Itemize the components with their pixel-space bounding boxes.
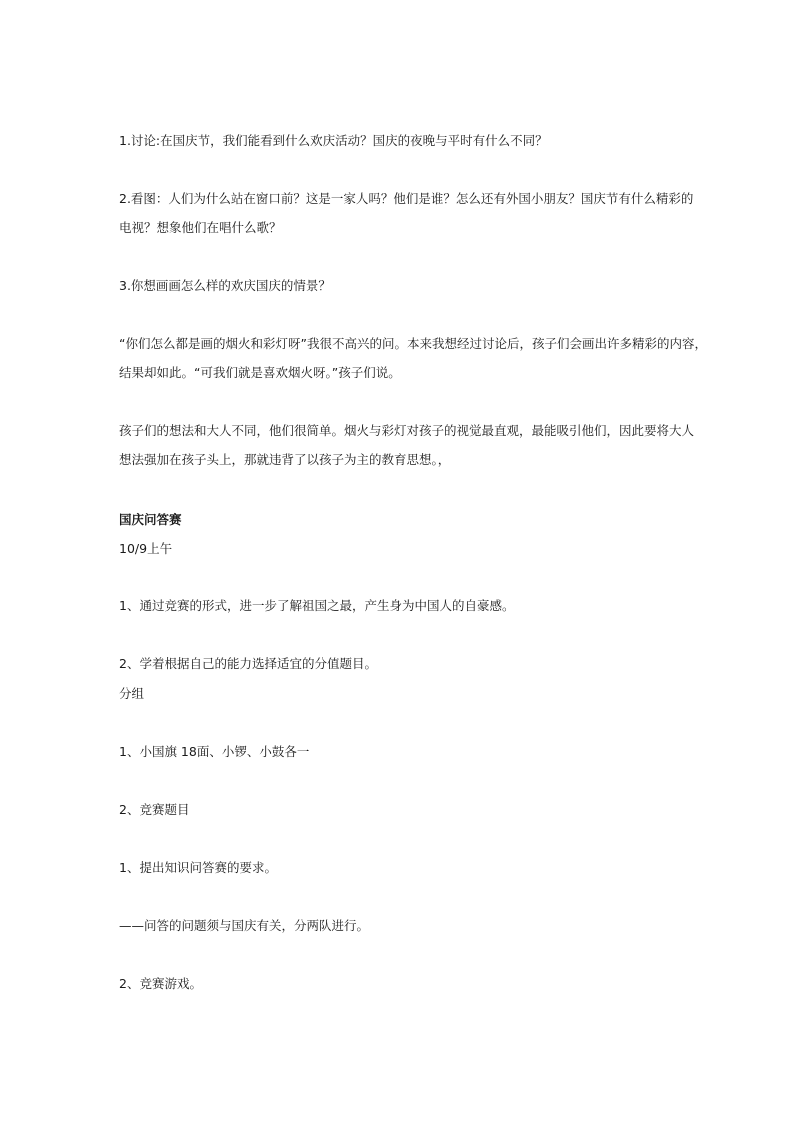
process-rule: ——问答的问题须与国庆有关，分两队进行。 (119, 918, 370, 933)
paragraph-reflection: “你们怎么都是画的烟火和彩灯呀”我很不高兴的问。本来我想经过讨论后，孩子们会画出许多精彩的内容， (119, 336, 707, 351)
material-item-1: 1、小国旗 18面、小锣、小鼓各一 (119, 744, 310, 759)
paragraph-children-thoughts: 孩子们的想法和大人不同，他们很简单。烟火与彩灯对孩子的视觉最直观，最能吸引他们，因此要将大人 (119, 423, 695, 438)
paragraph-look-at-picture-cont: 电视？想象他们在唱什么歌？ (119, 220, 282, 235)
paragraph-look-at-picture: 2.看图：人们为什么站在窗口前？这是一家人吗？他们是谁？怎么还有外国小朋友？国庆节有什么精彩的 (119, 191, 694, 206)
paragraph-reflection-cont: 结果却如此。“可我们就是喜欢烟火呀。”孩子们说。 (119, 365, 401, 380)
process-item-2: 2、竞赛游戏。 (119, 976, 202, 991)
paragraph-children-thoughts-cont: 想法强加在孩子头上，那就违背了以孩子为主的教育思想。， (119, 452, 451, 467)
material-item-2: 2、竞赛题目 (119, 802, 190, 817)
section-title: 国庆问答赛 (119, 512, 182, 527)
grouping-label: 分组 (119, 686, 145, 701)
goal-item-2: 2、学着根据自己的能力选择适宜的分值题目。 (119, 656, 377, 671)
paragraph-drawing-question: 3.你想画画怎么样的欢庆国庆的情景？ (119, 278, 331, 293)
section-date: 10/9上午 (119, 541, 173, 556)
process-item-1: 1、提出知识问答赛的要求。 (119, 860, 277, 875)
goal-item-1: 1、通过竞赛的形式，进一步了解祖国之最，产生身为中国人的自豪感。 (119, 598, 515, 613)
paragraph-discussion: 1.讨论:在国庆节，我们能看到什么欢庆活动？国庆的夜晚与平时有什么不同？ (119, 133, 548, 148)
